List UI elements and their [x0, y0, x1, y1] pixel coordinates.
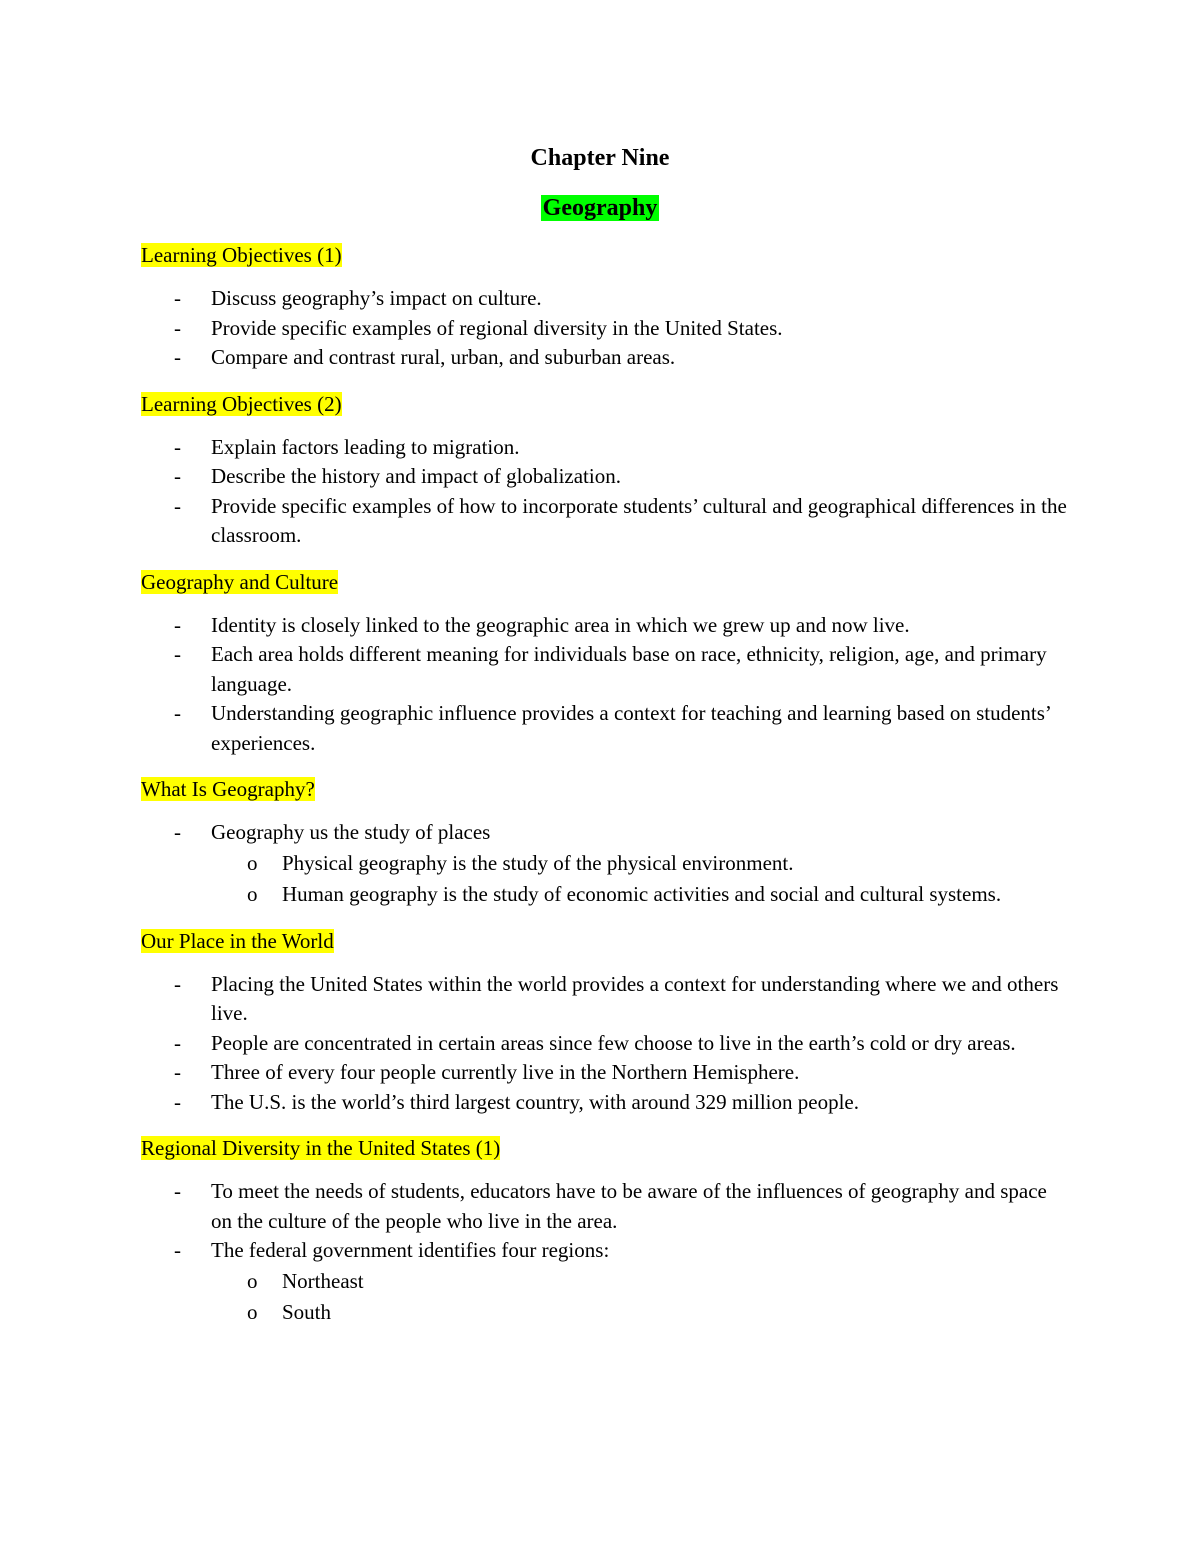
list-item-text: Identity is closely linked to the geographic area in which we grew up and now live. [211, 612, 910, 637]
dash-bullet-icon: - [174, 642, 181, 666]
list-item-text: Discuss geography’s impact on culture. [211, 286, 542, 310]
list-item-text: Understanding geographic influence provides a context for teaching and learning based on students’ experiences. [211, 701, 1051, 755]
section-heading-text: Geography and Culture [141, 569, 339, 594]
dash-bullet-icon: - [174, 464, 181, 488]
list-item-text: Provide specific examples of how to incorporate students’ cultural and geographical differences in the classroom. [211, 493, 1067, 547]
list-item [141, 611, 1071, 641]
list-item-text: The federal government identifies four regions: [211, 1238, 610, 1262]
document-body [141, 240, 1071, 1344]
section-heading [141, 240, 1071, 270]
list-item-text: Each area holds different meaning for individuals base on race, ethnicity, religion, age, and primary language. [211, 642, 1047, 696]
list-item [141, 1058, 1071, 1088]
list-item [141, 818, 1071, 910]
list-item [141, 699, 1071, 758]
list-item [141, 970, 1071, 1029]
subtitle-highlight: Geography [542, 195, 658, 221]
sub-list-item-text: South [282, 1299, 332, 1324]
section-heading-text: Learning Objectives (2) [141, 391, 342, 416]
circle-bullet-icon: o [247, 1268, 258, 1293]
list-item [141, 1236, 1071, 1328]
dash-bullet-icon: - [174, 1179, 181, 1203]
list-item [141, 284, 1071, 314]
list-item-text: People are concentrated in certain areas since few choose to live in the earth’s cold or dry areas. [211, 1030, 1016, 1055]
dash-bullet-icon: - [174, 434, 181, 459]
dash-bullet-icon: - [174, 1238, 181, 1262]
list-item-text: Describe the history and impact of globalization. [211, 464, 621, 488]
sub-list-item [211, 1297, 1071, 1328]
section-heading [141, 389, 1071, 419]
bullet-list [141, 818, 1071, 910]
circle-bullet-icon: o [247, 1299, 258, 1324]
dash-bullet-icon: - [174, 1060, 181, 1084]
list-item-text: Placing the United States within the world provides a context for understanding where we and others live. [211, 971, 1059, 1025]
dash-bullet-icon: - [174, 1030, 181, 1055]
bullet-list [141, 284, 1071, 373]
dash-bullet-icon: - [174, 701, 181, 725]
bullet-list [141, 611, 1071, 759]
dash-bullet-icon: - [174, 1089, 181, 1114]
page-title: Chapter Nine [530, 145, 670, 171]
page-subtitle [0, 193, 1200, 223]
list-item [141, 1177, 1071, 1236]
list-item-text: The U.S. is the world’s third largest country, with around 329 million people. [211, 1089, 859, 1114]
sub-bullet-list [141, 848, 1071, 910]
list-item [141, 343, 1071, 373]
section-heading [141, 567, 1071, 597]
sub-bullet-list [141, 1266, 1071, 1328]
section-heading-text: Learning Objectives (1) [141, 243, 342, 267]
dash-bullet-icon: - [174, 612, 181, 637]
bullet-list [141, 970, 1071, 1118]
list-item [141, 433, 1071, 463]
dash-bullet-icon: - [174, 820, 181, 844]
list-item [141, 462, 1071, 492]
dash-bullet-icon: - [174, 493, 181, 518]
list-item-text: Compare and contrast rural, urban, and suburban areas. [211, 345, 676, 369]
sub-list-item [211, 848, 1071, 879]
sub-list-item-text: Human geography is the study of economic activities and social and cultural systems. [282, 881, 1002, 906]
bullet-list [141, 433, 1071, 551]
section-heading-text: Our Place in the World [141, 928, 334, 953]
dash-bullet-icon: - [174, 315, 181, 340]
circle-bullet-icon: o [247, 881, 258, 906]
bullet-list [141, 1177, 1071, 1328]
circle-bullet-icon: o [247, 850, 258, 875]
list-item-text: Provide specific examples of regional diversity in the United States. [211, 315, 783, 340]
list-item [141, 1088, 1071, 1118]
section-heading-text: What Is Geography? [141, 777, 315, 801]
dash-bullet-icon: - [174, 286, 181, 310]
list-item-text: Three of every four people currently live in the Northern Hemisphere. [211, 1060, 800, 1084]
sub-list-item [211, 1266, 1071, 1297]
list-item [141, 492, 1071, 551]
list-item [141, 314, 1071, 344]
list-item-text: Geography us the study of places [211, 820, 491, 844]
sub-list-item-text: Physical geography is the study of the physical environment. [282, 850, 794, 875]
dash-bullet-icon: - [174, 971, 181, 996]
dash-bullet-icon: - [174, 345, 181, 369]
section-heading-text: Regional Diversity in the United States (1) [141, 1136, 501, 1160]
section-heading [141, 1133, 1071, 1163]
list-item-text: Explain factors leading to migration. [211, 434, 520, 459]
list-item [141, 640, 1071, 699]
section-heading [141, 774, 1071, 804]
section-heading [141, 926, 1071, 956]
sub-list-item-text: Northeast [282, 1268, 364, 1293]
list-item-text: To meet the needs of students, educators have to be aware of the influences of geography and space on the culture of the people who live in the area. [211, 1179, 1047, 1233]
list-item [141, 1029, 1071, 1059]
sub-list-item [211, 879, 1071, 910]
